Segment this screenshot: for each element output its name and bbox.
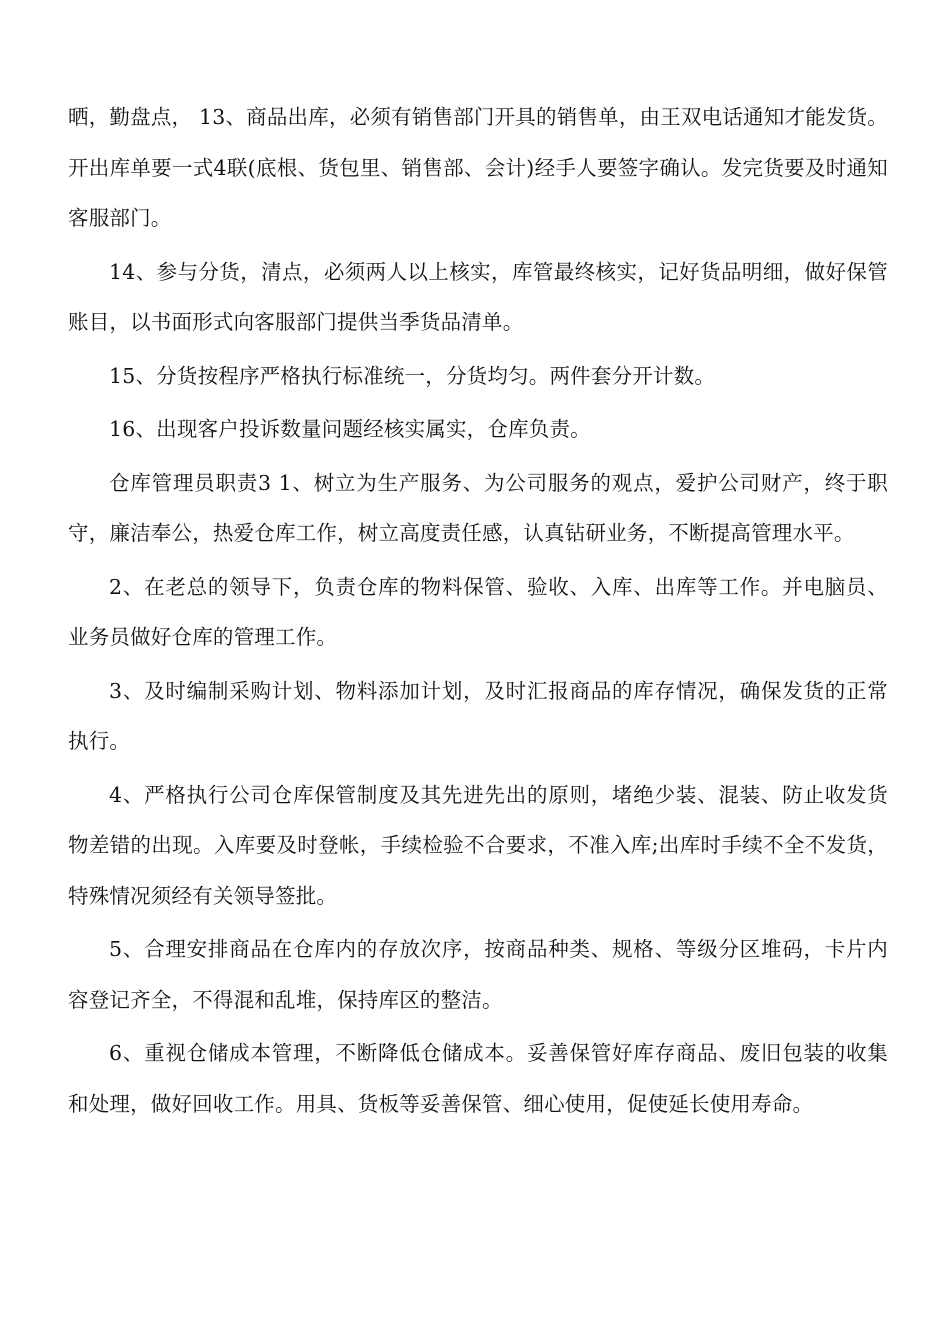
- paragraph-item-5: 5、合理安排商品在仓库内的存放次序，按商品种类、规格、等级分区堆码，卡片内容登记齐全，不得混和乱堆，保持库区的整洁。: [68, 937, 888, 1012]
- paragraph-13-continued: 晒，勤盘点， 13、商品出库，必须有销售部门开具的销售单，由王双电话通知才能发货。开出库单要一式4联(底根、货包里、销售部、会计)经手人要签字确认。发完货要及时通知客服部门。: [68, 105, 888, 230]
- document-body: [68, 92, 888, 1132]
- paragraph-item-3: 3、及时编制采购计划、物料添加计划，及时汇报商品的库存情况，确保发货的正常执行。: [68, 678, 888, 753]
- paragraph-14: 14、参与分货，清点，必须两人以上核实，库管最终核实，记好货品明细，做好保管账目，以书面形式向客服部门提供当季货品清单。: [68, 259, 888, 334]
- paragraph-item-2: 2、在老总的领导下，负责仓库的物料保管、验收、入库、出库等工作。并电脑员、业务员做好仓库的管理工作。: [68, 574, 888, 649]
- paragraph-duties-3-item-1: 仓库管理员职责3 1、树立为生产服务、为公司服务的观点，爱护公司财产，终于职守，廉洁奉公，热爱仓库工作，树立高度责任感，认真钻研业务，不断提高管理水平。: [68, 470, 888, 545]
- paragraph-item-6: 6、重视仓储成本管理，不断降低仓储成本。妥善保管好库存商品、废旧包装的收集和处理，做好回收工作。用具、货板等妥善保管、细心使用，促使延长使用寿命。: [68, 1041, 888, 1116]
- paragraph-15: 15、分货按程序严格执行标准统一，分货均匀。两件套分开计数。: [109, 363, 716, 388]
- paragraph-item-4: 4、严格执行公司仓库保管制度及其先进先出的原则，堵绝少装、混装、防止收发货物差错的出现。入库要及时登帐，手续检验不合要求，不准入库;出库时手续不全不发货，特殊情况须经有关领导签批。: [68, 782, 888, 908]
- paragraph-16: 16、出现客户投诉数量问题经核实属实，仓库负责。: [109, 417, 591, 441]
